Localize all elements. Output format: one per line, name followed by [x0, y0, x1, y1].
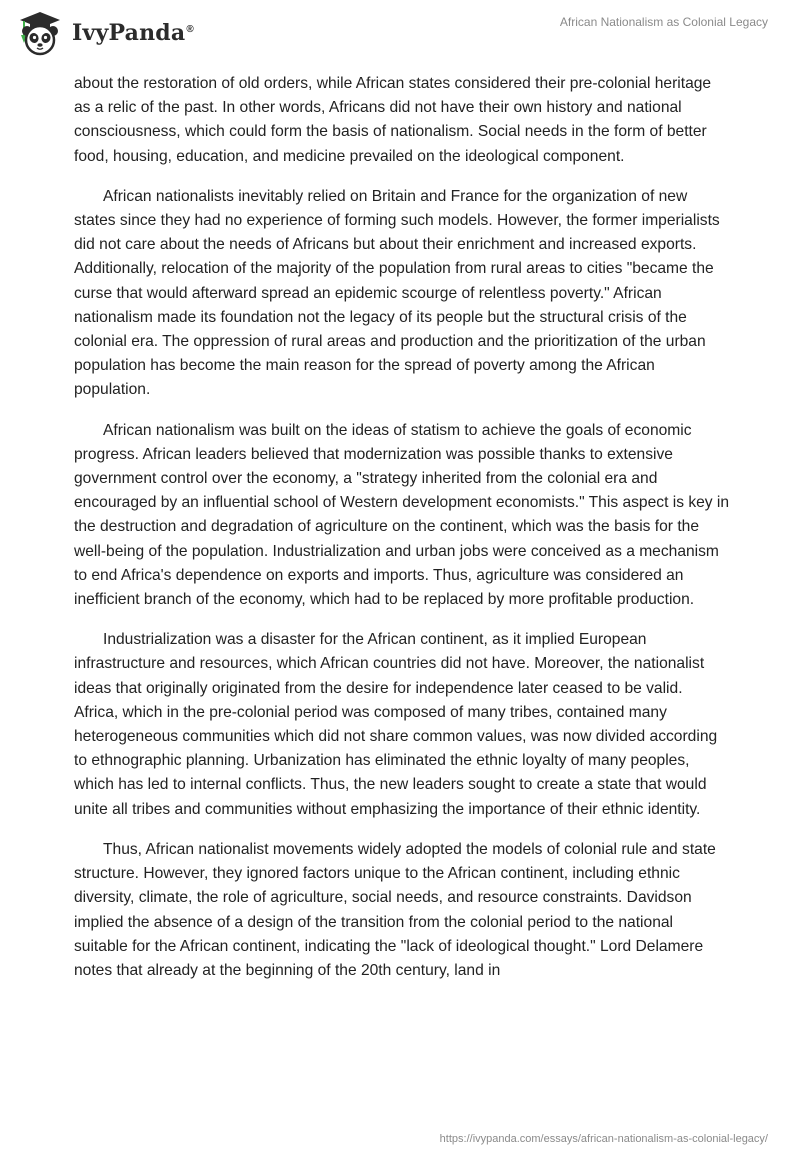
brand-name-text: IvyPanda	[72, 20, 186, 46]
paragraph: Industrialization was a disaster for the African continent, as it implied European infrastructure and resources, which African countries did not have. Moreover, the nationalist ideas that originally originated from the desire for independence later ceased to be valid. Africa, which in the pre-colonial period was composed of many tribes, contained many heterogeneous communities which did not share common values, was now divided according to ethnographic planning. Urbanization has eliminated the ethnic loyalty of many peoples, which has led to internal conflicts. Thus, the new leaders sought to create a state that would unite all tribes and communities without emphasizing the importance of their ethnic identity.	[74, 631, 718, 818]
panda-graduate-icon	[16, 10, 64, 58]
paragraph: African nationalism was built on the ideas of statism to achieve the goals of economic progress. African leaders believed that modernization was possible thanks to extensive government control over the economy, a "strategy inherited from the colonial era and encouraged by an influential school of Western development economists." This aspect is key in the destruction and degradation of agriculture on the continent, which was the basis for the well-being of the population. Industrialization and urban jobs were conceived as a mechanism to end Africa's dependence on exports and imports. Thus, agriculture was considered an inefficient branch of the economy, which had to be replaced by more profitable production.	[74, 421, 730, 609]
paragraph: about the restoration of old orders, while African states considered their pre-colonial heritage as a relic of the past. In other words, Africans did not have their own history and national consciousness, which could form the basis of nationalism. Social needs in the form of better food, housing, education, and medicine prevailed on the ideological component.	[74, 75, 712, 165]
brand-name	[72, 20, 194, 46]
paragraph: Thus, African nationalist movements widely adopted the models of colonial rule and state structure. However, they ignored factors unique to the African continent, including ethnic diversity, climate, the role of agriculture, social needs, and resource constraints. Davidson implied the absence of a design of the transition from the colonial period to the national suitable for the African continent, indicating the "lack of ideological thought." Lord Delamere notes that already at the beginning of the 20th century, land in	[74, 840, 716, 979]
running-title: African Nationalism as Colonial Legacy	[559, 15, 768, 29]
paragraph: African nationalists inevitably relied on Britain and France for the organization of new states since they had no experience of forming such models. However, the former imperialists did not care about the needs of Africans but about their enrichment and increased exports. Additionally, relocation of the majority of the population from rural areas to cities "became the curse that would afterward spread an epidemic scourge of relentless poverty." African nationalism made its foundation not the legacy of its people but the structural crisis of the colonial era. The oppression of rural areas and production and the prioritization of the urban population has become the main reason for the spread of poverty among the African population.	[74, 187, 720, 399]
page-header	[0, 0, 800, 70]
essay-body	[74, 72, 730, 999]
brand-logo[interactable]	[16, 10, 194, 58]
brand-registered-mark: ®	[186, 23, 194, 35]
source-url-link[interactable]: https://ivypanda.com/essays/african-nationalism-as-colonial-legacy/	[439, 1133, 768, 1145]
